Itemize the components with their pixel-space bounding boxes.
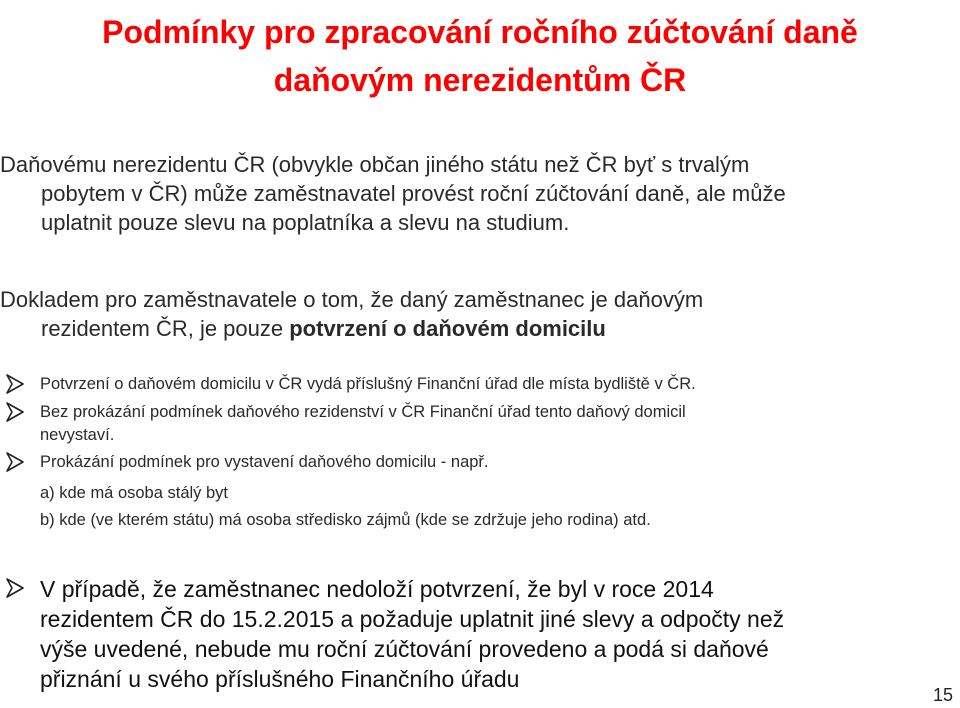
final-bullet-line: V případě, že zaměstnanec nedoloží potvrzení, že byl v roce 2014 — [40, 576, 714, 602]
title-line-1: Podmínky pro zpracování ročního zúčtování daně — [102, 14, 858, 50]
paragraph-proof — [0, 285, 960, 343]
bullet-item: Potvrzení o daňovém domicilu v ČR vydá příslušný Finanční úřad dle místa bydliště v ČR. — [40, 375, 696, 393]
page-title — [0, 8, 960, 104]
paragraph-line — [0, 314, 960, 343]
final-bullet-line: rezidentem ČR do 15.2.2015 a požaduje uplatnit jiné slevy a odpočty než — [40, 606, 785, 632]
sub-item-a: a) kde má osoba stálý byt — [40, 484, 229, 502]
paragraph-text: rezidentem ČR, je pouze — [41, 316, 290, 341]
arrow-bullet-icon — [4, 373, 26, 395]
final-bullet-line: přiznání u svého příslušného Finančního úřadu — [40, 666, 520, 692]
sub-item-b: b) kde (ve kterém státu) má osoba středisko zájmů (kde se zdržuje jeho rodina) atd. — [40, 511, 651, 529]
arrow-bullet-icon — [4, 401, 26, 423]
arrow-bullet-icon — [4, 577, 26, 599]
bullet-item: Prokázání podmínek pro vystavení daňového domicilu - např. — [40, 453, 489, 471]
title-line-2: daňovým nerezidentům ČR — [273, 62, 687, 98]
paragraph-line: Dokladem pro zaměstnavatele o tom, že daný zaměstnanec je daňovým — [0, 287, 704, 312]
paragraph-nonresident — [0, 150, 960, 237]
paragraph-line: Daňovému nerezidentu ČR (obvykle občan jiného státu než ČR byť s trvalým — [0, 152, 750, 177]
paragraph-line: uplatnit pouze slevu na poplatníka a slevu na studium. — [41, 210, 570, 235]
final-bullet-line: výše uvedené, nebude mu roční zúčtování provedeno a podá si daňové — [40, 636, 769, 662]
bullet-item-continuation: nevystaví. — [40, 426, 115, 444]
bullet-item: Bez prokázání podmínek daňového rezidenství v ČR Finanční úřad tento daňový domicil — [40, 403, 686, 421]
paragraph-line: pobytem v ČR) může zaměstnavatel provést roční zúčtování daně, ale může — [41, 181, 786, 206]
page-number: 15 — [932, 685, 953, 705]
domicile-certificate-term: potvrzení o daňovém domicilu — [289, 316, 606, 341]
arrow-bullet-icon — [4, 451, 26, 473]
